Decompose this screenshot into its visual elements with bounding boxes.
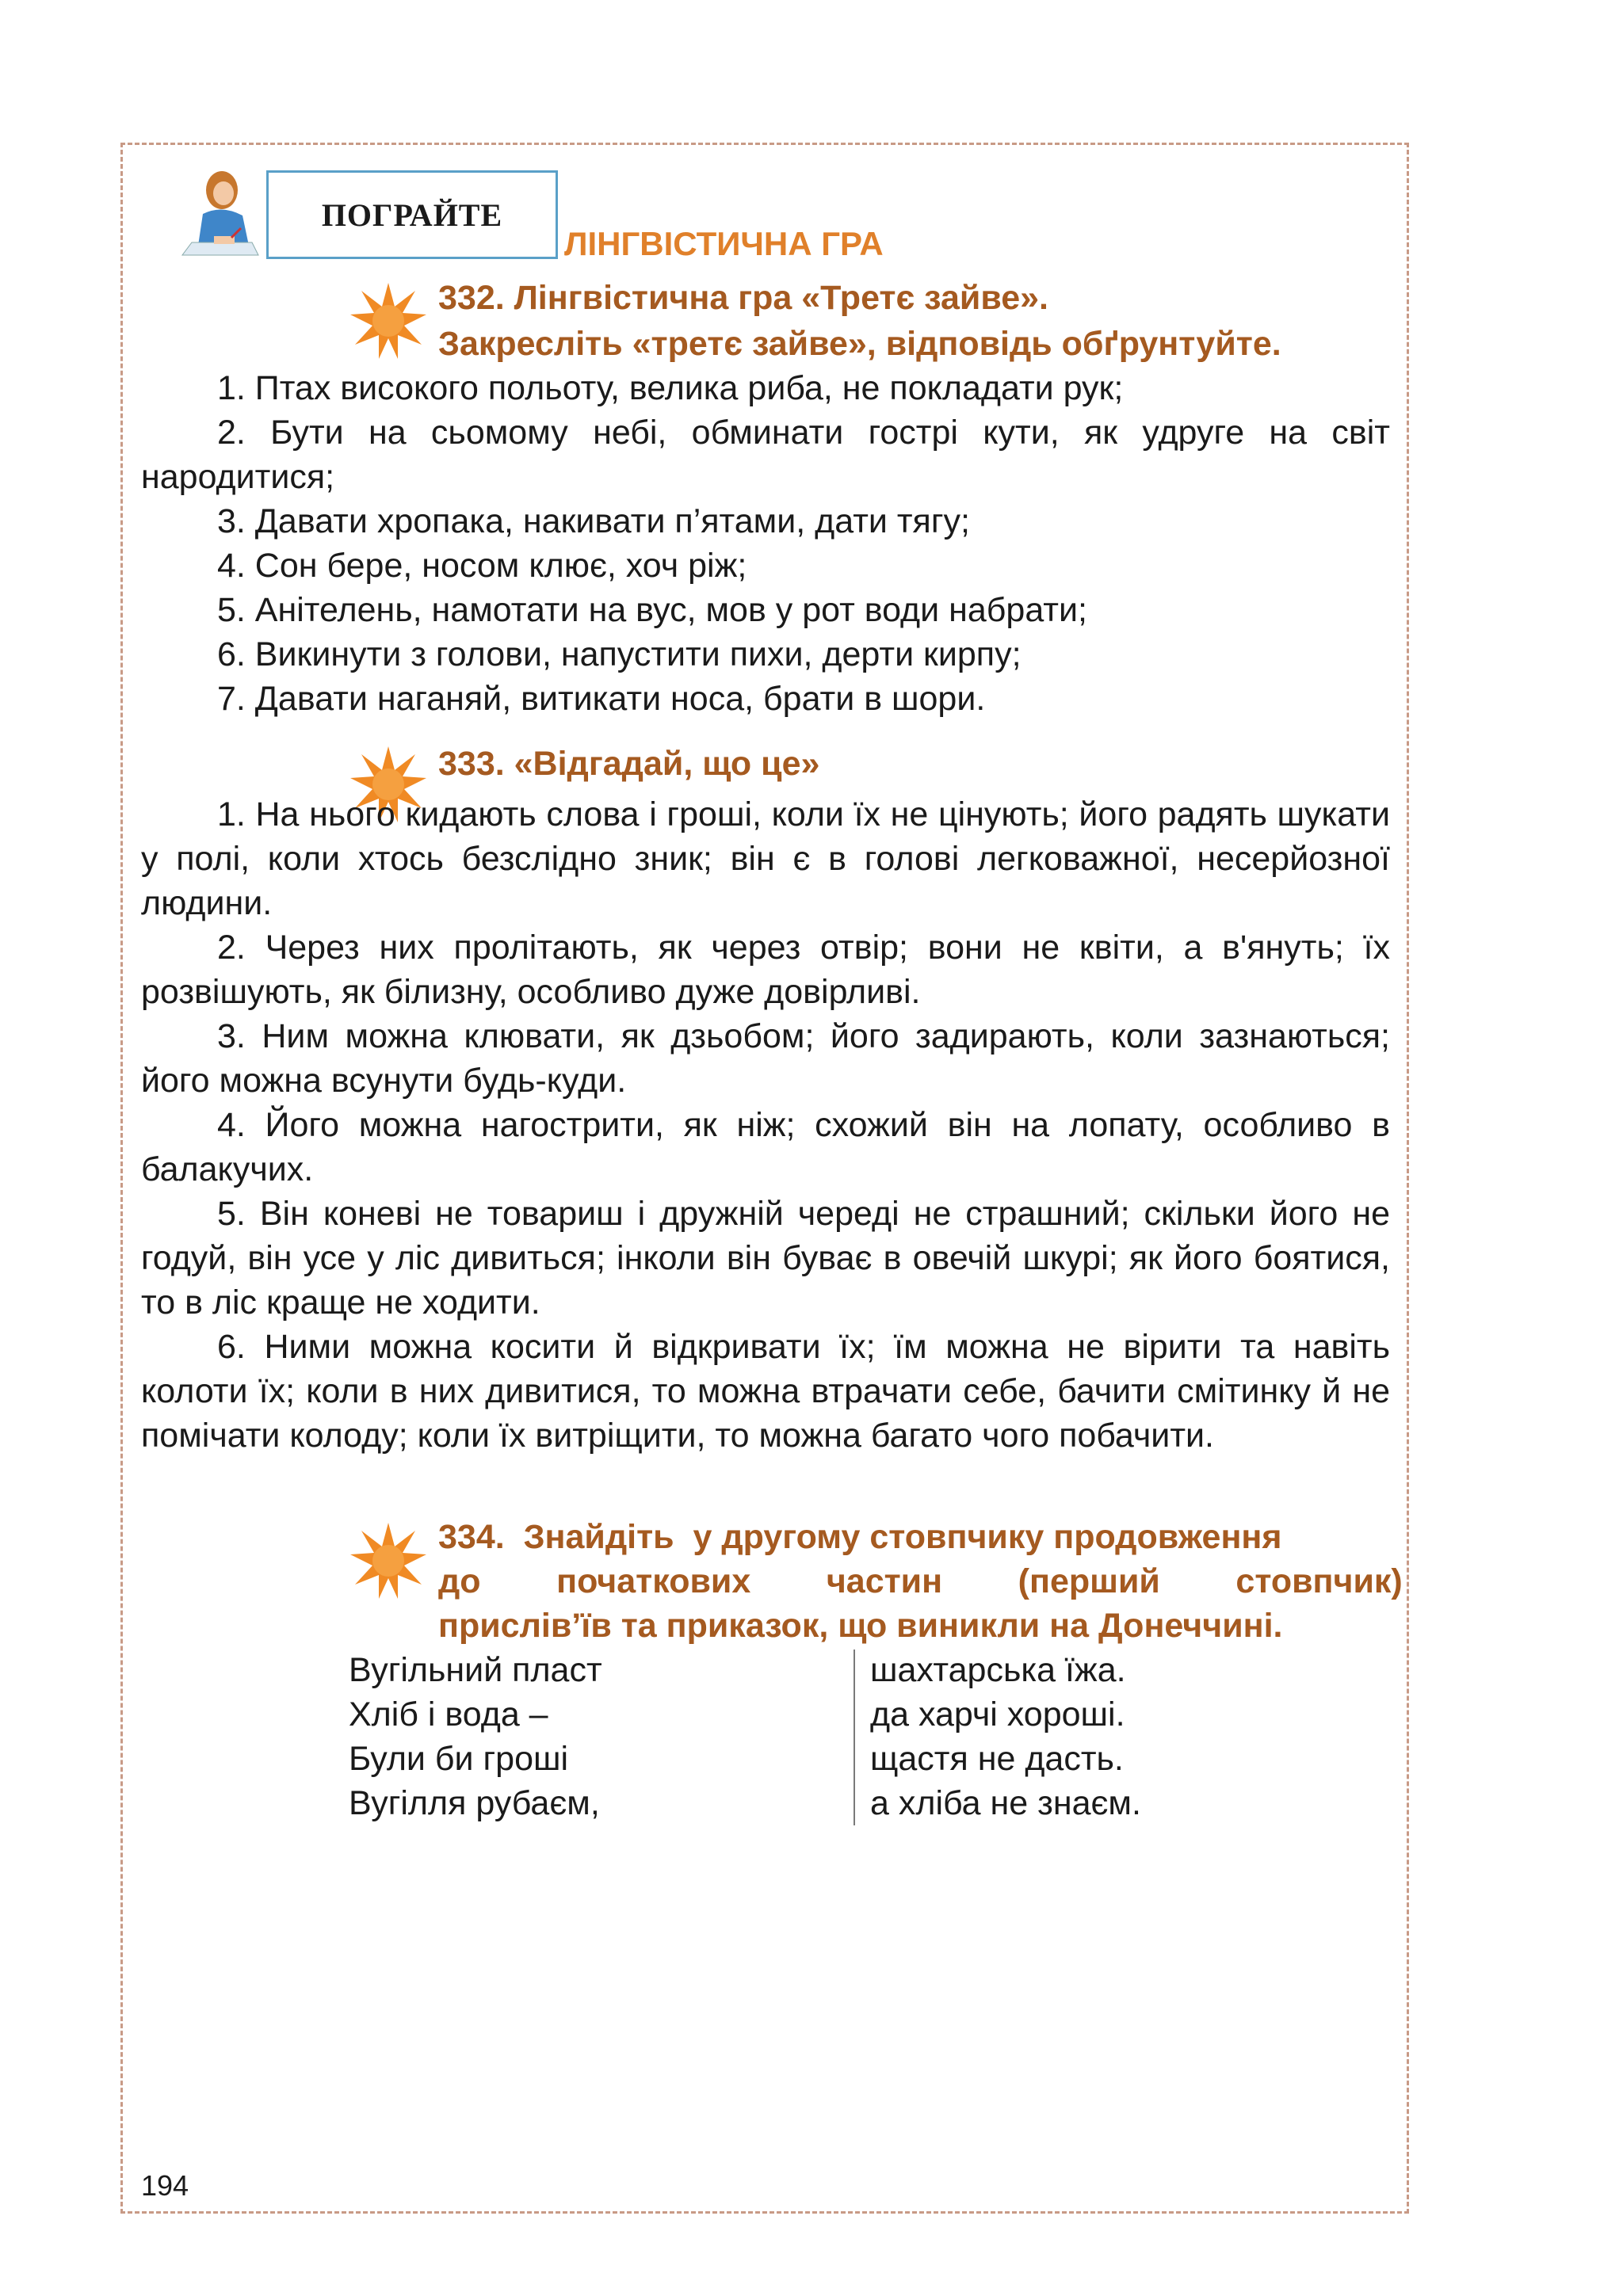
task-332-item: 1. Птах високого польоту, велика риба, не покладати рук; <box>217 369 1124 407</box>
proverb-beginning: Були би гроші <box>349 1740 569 1778</box>
task-333-item: 6. Ними можна косити й відкривати їх; їм можна не вірити та навіть колоти їх; коли в них дивитися, то можна втрачати себе, бачити смітинку й не помічати колоду; коли їх витріщити, то можна багато чого побачити. <box>141 1328 1390 1455</box>
student-writing-icon <box>176 166 262 260</box>
task-332-title-line1: 332. Лінгвістична гра «Третє зайве». <box>438 279 1048 317</box>
play-badge <box>266 170 558 259</box>
starburst-icon <box>349 1521 428 1600</box>
task-334-title-line2: до початкових частин (перший стовпчик) <box>438 1562 1403 1600</box>
task-333-item: 3. Ним можна клювати, як дзьобом; його задирають, коли зазнаються; його можна всунути будь-куди. <box>141 1017 1390 1100</box>
play-badge-label: ПОГРАЙТЕ <box>321 196 503 233</box>
task-332-item: 6. Викинути з голови, напустити пихи, дерти кирпу; <box>217 635 1022 673</box>
section-title: ЛІНГВІСТИЧНА ГРА <box>564 225 884 262</box>
task-333-item: 5. Він коневі не товариш і дружній череді не страшний; скільки його не годуй, він усе у ліс дивиться; інколи він буває в овечій шкурі; як його боятися, то в ліс краще не ходити. <box>141 1195 1390 1322</box>
page-number: 194 <box>141 2169 189 2202</box>
task-334-title-line3: прислів’їв та приказок, що виникли на Донеччині. <box>438 1607 1283 1645</box>
task-332-item: 2. Бути на сьомому небі, обминати гострі кути, як удруге на світ народитися; <box>141 414 1390 496</box>
proverb-ending: шахтарська їжа. <box>870 1651 1126 1689</box>
task-333-item: 2. Через них пролітають, як через отвір; вони не квіти, а в'януть; їх розвішують, як білизну, особливо дуже довірливі. <box>141 929 1390 1011</box>
column-divider <box>854 1650 855 1825</box>
task-333-item: 4. Його можна нагострити, як ніж; схожий він на лопату, особливо в балакучих. <box>141 1106 1390 1188</box>
proverb-beginnings-column <box>349 1648 840 1825</box>
task-332-item: 3. Давати хропака, накивати п’ятами, дати тягу; <box>217 502 970 540</box>
proverb-beginning: Вугільний пласт <box>349 1651 602 1689</box>
task-333-item: 1. На нього кидають слова і гроші, коли їх не цінують; його радять шукати у полі, коли хтось безслідно зник; він є в голові легковажної, несерйозної людини. <box>141 795 1390 922</box>
task-334-title-line1: 334. Знайдіть у другому стовпчику продовження <box>438 1518 1282 1556</box>
task-333-title: 333. «Відгадай, що це» <box>438 745 820 783</box>
task-332-item: 5. Анітелень, намотати на вус, мов у рот води набрати; <box>217 591 1087 629</box>
starburst-icon <box>349 281 428 360</box>
proverb-beginning: Вугілля рубаєм, <box>349 1784 600 1822</box>
task-332-title-line2: Закресліть «третє зайве», відповідь обґрунтуйте. <box>438 325 1281 363</box>
proverb-endings-column <box>870 1648 1377 1825</box>
proverb-ending: да харчі хороші. <box>870 1695 1125 1733</box>
proverb-beginning: Хліб і вода – <box>349 1695 548 1733</box>
task-332-item: 7. Давати наганяй, витикати носа, брати в шори. <box>217 680 986 718</box>
task-332-item: 4. Сон бере, носом клює, хоч ріж; <box>217 547 747 585</box>
proverb-ending: щастя не дасть. <box>870 1740 1124 1778</box>
proverb-ending: а хліба не знаєм. <box>870 1784 1141 1822</box>
